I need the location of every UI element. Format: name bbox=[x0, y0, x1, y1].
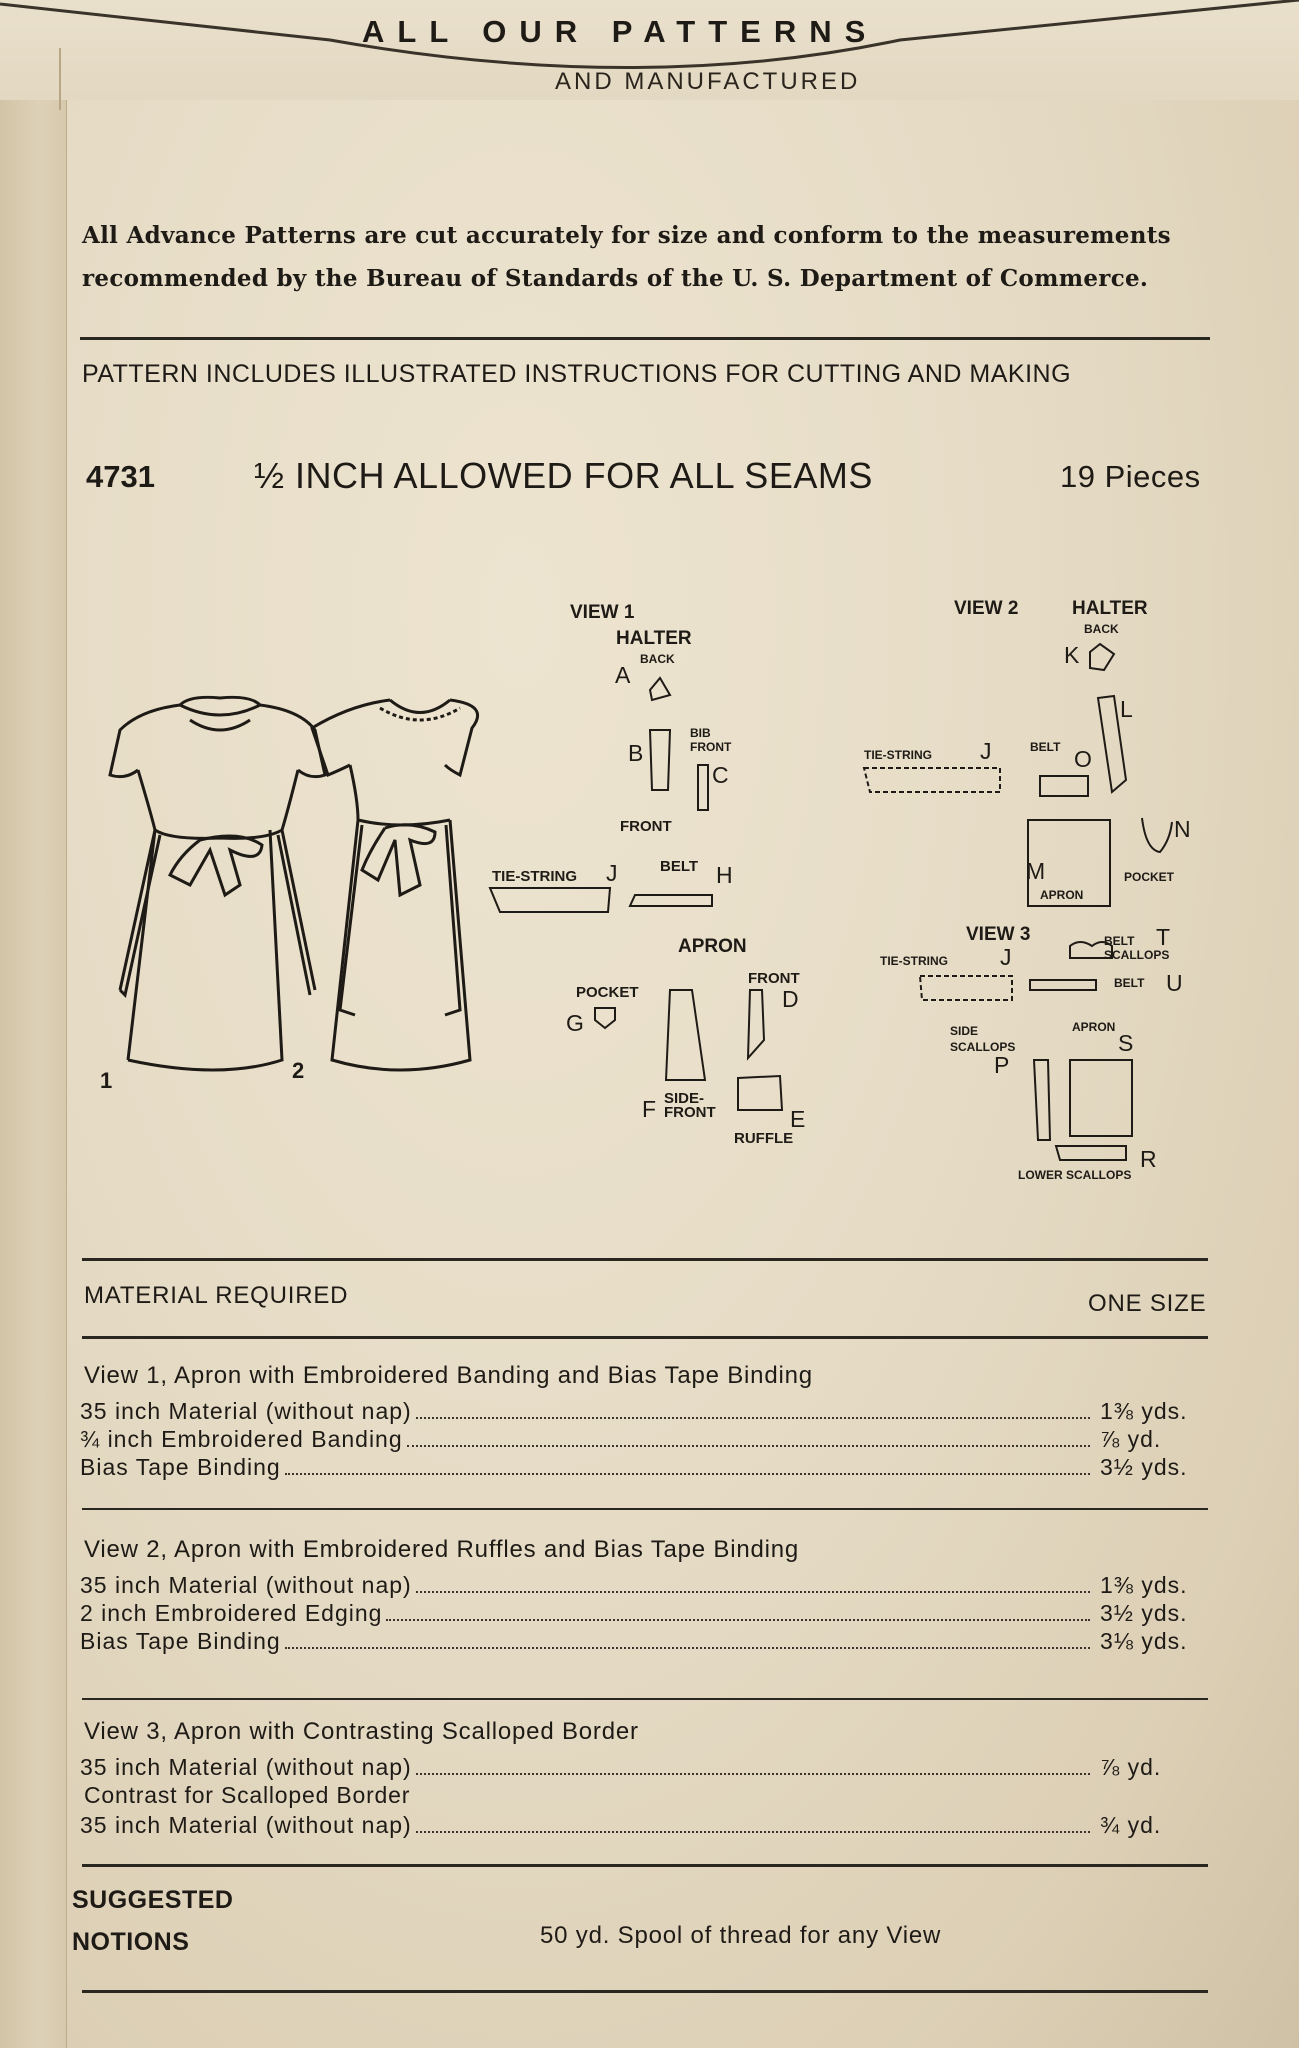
piece-letter-t: T bbox=[1156, 924, 1171, 950]
header-subtitle: AND MANUFACTURED bbox=[555, 68, 861, 95]
intro-line-1: All Advance Patterns are cut accurately for size and conform to the measurements bbox=[82, 222, 1171, 249]
view3-scallops-label: SCALLOPS bbox=[1104, 948, 1170, 962]
piece-letter-j3: J bbox=[1000, 944, 1012, 970]
figure-2-label: 2 bbox=[292, 1058, 305, 1083]
view1-label: VIEW 1 bbox=[570, 602, 635, 623]
piece-letter-j: J bbox=[606, 860, 618, 886]
view1-back-label: BACK bbox=[640, 652, 675, 666]
view3-side-scallops-label: SCALLOPS bbox=[950, 1040, 1016, 1054]
piece-letter-g: G bbox=[566, 1010, 584, 1036]
material-line: 2 inch Embroidered Edging 3½ yds. bbox=[80, 1600, 1188, 1626]
view1-tie-string-label: TIE-STRING bbox=[492, 868, 577, 885]
view1-halter-label: HALTER bbox=[616, 628, 692, 649]
piece-letter-h: H bbox=[716, 862, 733, 888]
rule bbox=[82, 1258, 1208, 1261]
view1-pocket-label: POCKET bbox=[576, 984, 639, 1001]
view1-side-front-label: FRONT bbox=[664, 1104, 716, 1121]
view1-bib-front-label-2: FRONT bbox=[690, 740, 732, 754]
piece-letter-b: B bbox=[628, 740, 644, 766]
view2-back-label: BACK bbox=[1084, 622, 1119, 636]
material-required-heading: MATERIAL REQUIRED bbox=[84, 1282, 349, 1309]
piece-letter-j2: J bbox=[980, 738, 992, 764]
rule bbox=[82, 1698, 1208, 1700]
piece-letter-m: M bbox=[1026, 858, 1046, 884]
rule bbox=[80, 337, 1210, 340]
piece-letter-f: F bbox=[642, 1096, 657, 1122]
view2-tie-string-label: TIE-STRING bbox=[864, 748, 932, 762]
size-heading: ONE SIZE bbox=[1088, 1290, 1207, 1317]
material-line: 35 inch Material (without nap) 1⅜ yds. bbox=[80, 1398, 1188, 1424]
view1-bib-front-label: BIB bbox=[690, 726, 711, 740]
material-line: Bias Tape Binding 3⅛ yds. bbox=[80, 1628, 1188, 1654]
view2-belt-label: BELT bbox=[1030, 740, 1061, 754]
view3-contrast-label: Contrast for Scalloped Border bbox=[84, 1782, 411, 1808]
pattern-number: 4731 bbox=[86, 459, 155, 494]
view3-belt2-label: BELT bbox=[1114, 976, 1145, 990]
view2-view3-piece-shapes bbox=[860, 640, 1220, 1180]
view1-ruffle-label: RUFFLE bbox=[734, 1130, 794, 1147]
view1-apron-label: APRON bbox=[678, 936, 747, 957]
piece-letter-c: C bbox=[712, 762, 729, 788]
piece-letter-n: N bbox=[1174, 816, 1191, 842]
view3-side-label: SIDE bbox=[950, 1024, 979, 1038]
view1-front-label: FRONT bbox=[620, 818, 672, 835]
notions-value: 50 yd. Spool of thread for any View bbox=[540, 1922, 942, 1949]
rule bbox=[82, 1508, 1208, 1510]
intro-line-2: recommended by the Bureau of Standards of the U. S. Department of Commerce. bbox=[82, 265, 1149, 292]
piece-letter-s: S bbox=[1118, 1030, 1134, 1056]
header-title: ALL OUR PATTERNS bbox=[362, 14, 879, 49]
view3-belt-label: BELT bbox=[1104, 934, 1135, 948]
piece-letter-e: E bbox=[790, 1106, 806, 1132]
piece-letter-r: R bbox=[1140, 1146, 1157, 1172]
instructions-heading: PATTERN INCLUDES ILLUSTRATED INSTRUCTIONS FOR CUTTING AND MAKING bbox=[82, 360, 1072, 388]
view3-tie-string-label: TIE-STRING bbox=[880, 954, 948, 968]
view2-label: VIEW 2 bbox=[954, 598, 1019, 619]
view1-piece-shapes bbox=[480, 640, 840, 1140]
envelope-left-flap bbox=[0, 0, 67, 2048]
figure-view-1 bbox=[110, 697, 325, 1070]
material-line: ¾ inch Embroidered Banding ⅞ yd. bbox=[80, 1426, 1162, 1452]
material-line: Bias Tape Binding 3½ yds. bbox=[80, 1454, 1188, 1480]
rule bbox=[82, 1336, 1208, 1339]
figure-1-label: 1 bbox=[100, 1068, 113, 1093]
material-line: 35 inch Material (without nap) ⅞ yd. bbox=[80, 1754, 1162, 1780]
piece-letter-k: K bbox=[1064, 642, 1080, 668]
view3-material-title: View 3, Apron with Contrasting Scalloped Border bbox=[84, 1718, 639, 1745]
rule bbox=[82, 1864, 1208, 1867]
view1-material-title: View 1, Apron with Embroidered Banding and Bias Tape Binding bbox=[84, 1362, 813, 1389]
view2-apron-label: APRON bbox=[1040, 888, 1084, 902]
piece-letter-l: L bbox=[1120, 696, 1133, 722]
view3-apron-label: APRON bbox=[1072, 1020, 1116, 1034]
view2-pocket-label: POCKET bbox=[1124, 870, 1175, 884]
piece-letter-d: D bbox=[782, 986, 799, 1012]
notions-label: NOTIONS bbox=[72, 1928, 190, 1956]
piece-letter-a: A bbox=[615, 662, 631, 688]
suggested-label: SUGGESTED bbox=[72, 1886, 234, 1914]
view1-front2-label: FRONT bbox=[748, 970, 800, 987]
material-line: 35 inch Material (without nap) 1⅜ yds. bbox=[80, 1572, 1188, 1598]
piece-letter-o: O bbox=[1074, 746, 1092, 772]
piece-letter-p: P bbox=[994, 1052, 1010, 1078]
view1-side-label: SIDE- bbox=[664, 1090, 705, 1107]
figure-view-2 bbox=[312, 700, 478, 1070]
view3-label: VIEW 3 bbox=[966, 924, 1031, 945]
view2-material-title: View 2, Apron with Embroidered Ruffles and Bias Tape Binding bbox=[84, 1536, 800, 1563]
material-line: 35 inch Material (without nap) ¾ yd. bbox=[80, 1812, 1162, 1838]
view3-lower-scallops-label: LOWER SCALLOPS bbox=[1018, 1168, 1132, 1182]
apron-illustrations bbox=[100, 680, 490, 1110]
view2-halter-label: HALTER bbox=[1072, 598, 1148, 619]
piece-letter-u: U bbox=[1166, 970, 1183, 996]
rule bbox=[82, 1990, 1208, 1993]
piece-count: 19 Pieces bbox=[1060, 459, 1201, 494]
view1-belt-label: BELT bbox=[660, 858, 699, 875]
seam-allowance: ½ INCH ALLOWED FOR ALL SEAMS bbox=[254, 455, 873, 496]
